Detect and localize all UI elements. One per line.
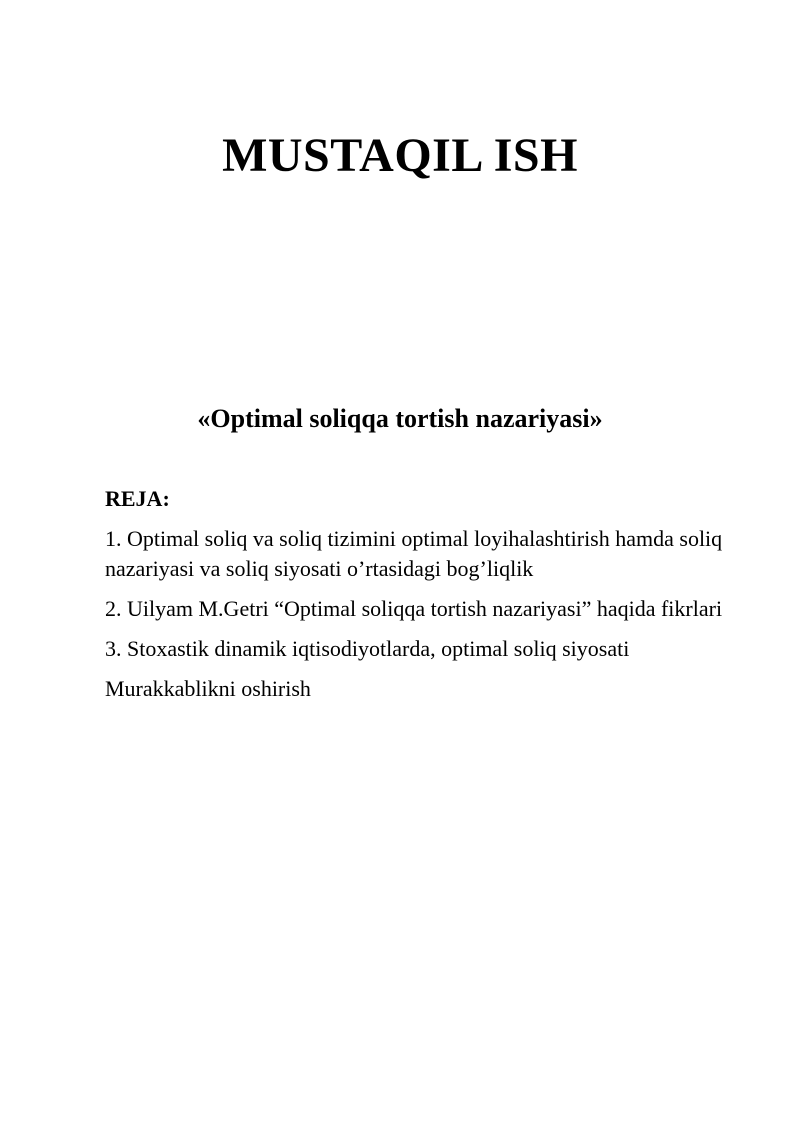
plan-item-1: 1. Optimal soliq va soliq tizimini optimal loyihalashtirish hamda soliq nazariyasi va soliq siyosati o’rtasidagi bog’liqlik: [105, 526, 723, 581]
plan-heading: REJA:: [105, 486, 170, 511]
plan-item-3: 3. Stoxastik dinamik iqtisodiyotlarda, optimal soliq siyosati: [105, 636, 630, 661]
plan-item-2: 2. Uilyam M.Getri “Optimal soliqqa tortish nazariyasi” haqida fikrlari: [105, 596, 723, 621]
page-title: MUSTAQIL ISH: [222, 129, 578, 182]
plan-section: [105, 484, 725, 704]
document-subtitle: «Optimal soliqqa tortish nazariyasi»: [197, 404, 603, 433]
plan-extra-line: Murakkablikni oshirish: [105, 676, 311, 701]
